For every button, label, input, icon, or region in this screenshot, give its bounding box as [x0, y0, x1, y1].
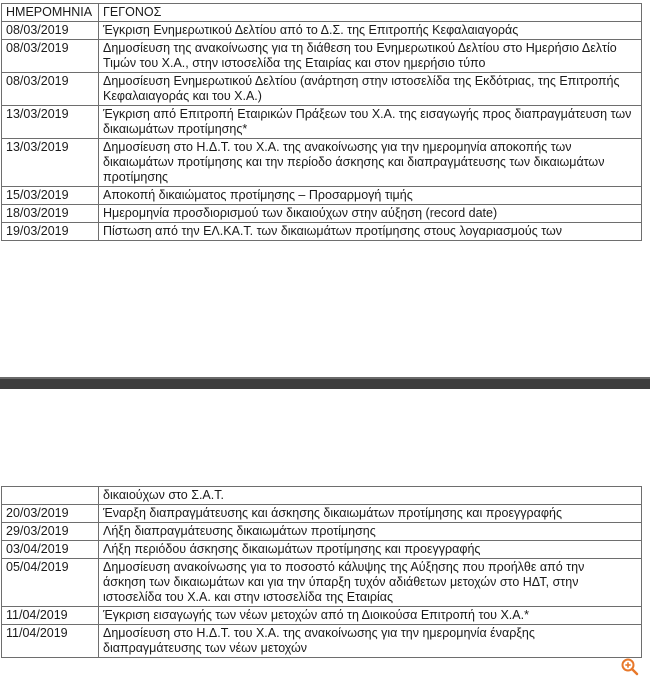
header-event: ΓΕΓΟΝΟΣ: [99, 4, 642, 22]
row-date: 13/03/2019: [2, 139, 99, 187]
event-line: Δημοσίευση της ανακοίνωσης για τη διάθεση του Ενημερωτικού Δελτίου στο Ημερήσιο Δελτίο: [103, 41, 617, 55]
row-date: 11/04/2019: [2, 607, 99, 625]
event-line: Τιμών του Χ.Α., στην ιστοσελίδα της Εταιρίας και στον ημερήσιο τύπο: [103, 56, 486, 70]
event-line: άσκηση των δικαιωμάτων και για την ύπαρξη τυχόν αδιάθετων μετοχών στο ΗΔΤ, στην: [103, 575, 579, 589]
row-date: 08/03/2019: [2, 40, 99, 73]
row-event: [99, 625, 642, 658]
row-date: 20/03/2019: [2, 505, 99, 523]
schedule-table-bottom: [1, 486, 642, 658]
table-header-row: [2, 4, 642, 22]
event-line: Έγκριση εισαγωγής των νέων μετοχών από τη Διοικούσα Επιτροπή του Χ.Α.*: [103, 608, 529, 622]
row-date: 13/03/2019: [2, 106, 99, 139]
event-line: δικαιωμάτων προτίμησης*: [103, 122, 248, 136]
event-line: Κεφαλαιαγοράς και του Χ.Α.): [103, 89, 262, 103]
table-row: [2, 625, 642, 658]
event-line: ιστοσελίδα του Χ.Α. και στην ιστοσελίδα της Εταιρίας: [103, 590, 393, 604]
schedule-table-top: [1, 3, 642, 241]
table-row: [2, 523, 642, 541]
event-line: Αποκοπή δικαιώματος προτίμησης – Προσαρμογή τιμής: [103, 188, 413, 202]
table-row: [2, 487, 642, 505]
schedule-table-top-body: [2, 4, 642, 241]
event-line: Ημερομηνία προσδιορισμού των δικαιούχων στην αύξηση (record date): [103, 206, 498, 220]
row-date: 11/04/2019: [2, 625, 99, 658]
row-date: 08/03/2019: [2, 22, 99, 40]
row-date: 29/03/2019: [2, 523, 99, 541]
event-line: Δημοσίευση στο Η.Δ.Τ. του Χ.Α. της ανακοίνωσης για την ημερομηνία έναρξης: [103, 626, 535, 640]
zoom-in-icon: [620, 657, 640, 677]
table-row: [2, 505, 642, 523]
row-event: [99, 139, 642, 187]
event-line: Έναρξη διαπραγμάτευσης και άσκησης δικαιωμάτων προτίμησης και προεγγραφής: [103, 506, 562, 520]
event-line: Δημοσίευση στο Η.Δ.Τ. του Χ.Α. της ανακοίνωσης για την ημερομηνία αποκοπής των: [103, 140, 572, 154]
page-divider: [0, 377, 650, 389]
row-event: [99, 505, 642, 523]
row-event: [99, 223, 642, 241]
row-event: [99, 106, 642, 139]
table-row: [2, 139, 642, 187]
zoom-in-button[interactable]: [620, 657, 640, 677]
table-row: [2, 22, 642, 40]
event-line: Έγκριση από Επιτροπή Εταιρικών Πράξεων του Χ.Α. της εισαγωγής προς διαπραγμάτευση των: [103, 107, 632, 121]
table-row: [2, 73, 642, 106]
row-date: 15/03/2019: [2, 187, 99, 205]
table-row: [2, 40, 642, 73]
row-date: 08/03/2019: [2, 73, 99, 106]
table-row: [2, 559, 642, 607]
row-event: [99, 607, 642, 625]
table-row: [2, 187, 642, 205]
event-line: διαπραγμάτευσης των νέων μετοχών: [103, 641, 308, 655]
table-row: [2, 205, 642, 223]
event-line: Έγκριση Ενημερωτικού Δελτίου από το Δ.Σ. της Επιτροπής Κεφαλαιαγοράς: [103, 23, 519, 37]
row-event: [99, 487, 642, 505]
event-line: Δημοσίευση Ενημερωτικού Δελτίου (ανάρτηση στην ιστοσελίδα της Εκδότριας, της Επιτροπής: [103, 74, 620, 88]
event-line: Λήξη περιόδου άσκησης δικαιωμάτων προτίμησης και προεγγραφής: [103, 542, 481, 556]
row-date: 19/03/2019: [2, 223, 99, 241]
row-date: 18/03/2019: [2, 205, 99, 223]
event-line: Πίστωση από την ΕΛ.ΚΑ.Τ. των δικαιωμάτων προτίμησης στους λογαριασμούς των: [103, 224, 562, 238]
event-line: δικαιωμάτων προτίμησης και την περίοδο άσκησης και διαπραγμάτευσης των δικαιωμάτων: [103, 155, 605, 169]
row-date: 03/04/2019: [2, 541, 99, 559]
row-event: [99, 187, 642, 205]
row-event: [99, 523, 642, 541]
row-event: [99, 559, 642, 607]
table-row: [2, 223, 642, 241]
table-row: [2, 541, 642, 559]
header-date: ΗΜΕΡΟΜΗΝΙΑ: [2, 4, 99, 22]
event-line: προτίμησης: [103, 170, 169, 184]
event-line: Δημοσίευση ανακοίνωσης για το ποσοστό κάλυψης της Αύξησης που προήλθε από την: [103, 560, 585, 574]
row-event: [99, 541, 642, 559]
event-line: δικαιούχων στο Σ.Α.Τ.: [103, 488, 224, 502]
row-event: [99, 205, 642, 223]
row-date: [2, 487, 99, 505]
row-event: [99, 22, 642, 40]
schedule-table-bottom-body: [2, 487, 642, 658]
event-line: Λήξη διαπραγμάτευσης δικαιωμάτων προτίμησης: [103, 524, 376, 538]
table-row: [2, 106, 642, 139]
table-row: [2, 607, 642, 625]
row-event: [99, 40, 642, 73]
row-date: 05/04/2019: [2, 559, 99, 607]
row-event: [99, 73, 642, 106]
